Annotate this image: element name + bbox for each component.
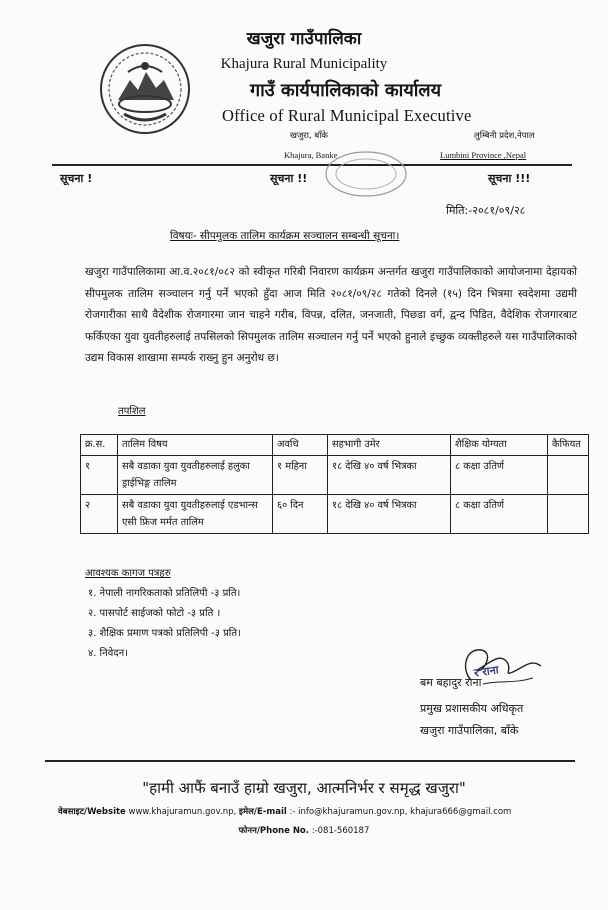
municipality-name-english: Khajura Rural Municipality [220,56,388,72]
office-name-english: Office of Rural Municipal Executive [222,106,472,125]
table-row [81,495,589,534]
notice-body: खजुरा गाउँपालिकामा आ.व.२०८१/०८२ को स्वीकृत गरिबी निवारण कार्यक्रम अन्तर्गत खजुरा गाउँपालिकाको आयोजनामा देहायको सीपमुलक तालिम सञ्चालन गर्नु पर्ने भएको हुँदा आज मिति २०८१/०९/२८ गतेको दिनले (१५) दिन भित्रमा स्वदेशमा उद्यमी रोजगारीका साथै वैदेशीक रोजगारमा जान चाहने गरीब, विपन्न, दलित, जनजाती, पिछडा वर्ग, द्वन्द पिडित, वैदेशिक रोजगारबाट फर्किएका युवा युवतीहरुलाई तपसिलको सिपमुलक तालिम सञ्चालन गर्नु पर्ने भएको हुनाले इच्छुक व्यक्तीहरुले यस गाउँपालिकाको उद्यम विकास शाखामा सम्पर्क राख्नु हुन अनुरोध छ। [85,266,577,364]
phone-number: :-081-560187 [311,826,370,836]
notice-label-3: सूचना !!! [488,172,531,185]
details-heading: तपशिल [118,406,146,417]
address-nepali: खजुरा, बाँके [290,131,328,141]
col-header-duration: अवधि [273,435,328,456]
cell-qualification: ८ कक्षा उतिर्ण [451,456,548,495]
document-item: १. नेपाली नागरिकताको प्रतिलिपी -३ प्रति। [88,588,241,599]
document-item: ४. निवेदन। [88,648,128,659]
notice-date: मिति:-२०८१/०९/२८ [446,204,526,217]
col-header-qualification: शैक्षिक योग्यता [451,435,548,456]
footer-divider [45,760,575,762]
cell-serial: १ [81,456,118,495]
cell-subject: सबै वडाका युवा युवतीहरुलाई हलुका ड्राईभिङ्ग तालिम [118,456,273,495]
notice-label-2: सूचना !! [270,172,308,185]
signature-stamp: र राना [473,663,500,680]
website-label: वेबसाइट/Website [58,807,126,817]
cell-age: १८ देखि ४० वर्ष भित्रका [328,495,451,534]
document-item: २. पासपोर्ट साईजको फोटो -३ प्रति । [88,608,221,619]
cell-duration: ६० दिन [273,495,328,534]
signatory-name: बम बहादुर राना [420,676,482,689]
notice-label-1: सूचना ! [60,172,93,185]
required-documents-heading: आवश्यक कागज पत्रहरु [85,568,171,579]
cell-serial: २ [81,495,118,534]
footer-phone-line [0,825,608,836]
municipality-name-nepali: खजुरा गाउँपालिका [246,29,362,49]
footer-slogan: "हामी आफैं बनाउँ हाम्रो खजुरा, आत्मनिर्भर र समृद्ध खजुरा" [142,779,466,797]
header-divider [52,164,572,166]
cell-remarks [548,456,589,495]
footer-contact-line [58,806,511,817]
cell-age: १८ देखि ४० वर्ष भित्रका [328,456,451,495]
col-header-remarks: कैफियत [548,435,589,456]
cell-qualification: ८ कक्षा उतिर्ण [451,495,548,534]
table-row [81,456,589,495]
document-item: ३. शैक्षिक प्रमाण पत्रको प्रतिलिपी -३ प्रति। [88,628,241,639]
website-link[interactable]: www.khajuramun.gov.np, [128,807,237,817]
signatory-office: खजुरा गाउँपालिका, बाँके [420,724,519,737]
notice-subject: विषयः- सीपमुलक तालिम कार्यक्रम सञ्चालन सम्बन्धी सूचना। [170,230,400,242]
email-link[interactable]: :- info@khajuramun.gov.np, khajura666@gmail.com [289,807,512,817]
col-header-age: सहभागी उमेर [328,435,451,456]
office-stamp-image [322,148,410,200]
email-label: इमेल/E-mail [238,807,287,817]
cell-subject: सबै वडाका युवा युवतीहरुलाई एडभान्स एसी फ्रिज मर्मत तालिम [118,495,273,534]
col-header-serial: क्र.स. [81,435,118,456]
office-name-nepali: गाउँ कार्यपालिकाको कार्यालय [250,80,442,101]
col-header-subject: तालिम विषय [118,435,273,456]
training-table [80,434,589,534]
address-english: Khajura, Banke [284,150,338,160]
province-nepali: लुम्बिनी प्रदेश,नेपाल [474,131,535,141]
phone-label: फोनन/Phone No. [238,826,309,836]
signatory-title: प्रमुख प्रशासकीय अधिकृत [420,702,524,715]
cell-duration: १ महिना [273,456,328,495]
province-english: Lumbini Province ,Nepal [440,150,527,160]
table-header-row [81,435,589,456]
cell-remarks [548,495,589,534]
